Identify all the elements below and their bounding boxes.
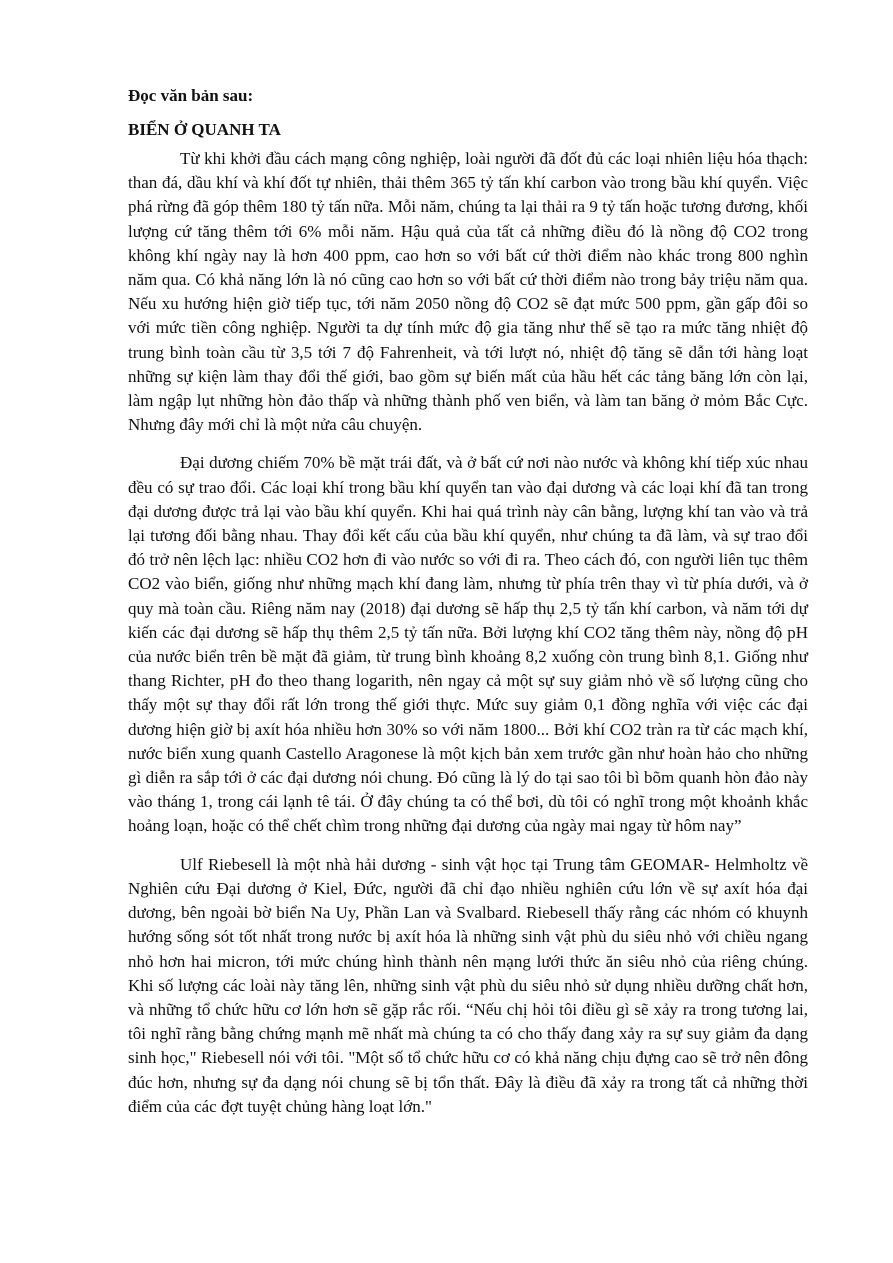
document-page: [128, 84, 808, 1133]
paragraph-3: Ulf Riebesell là một nhà hải dương - sinh vật học tại Trung tâm GEOMAR- Helmholtz về Nghiên cứu Đại dương ở Kiel, Đức, người đã chỉ đạo nhiều nghiên cứu lớn về sự axít hóa đại dương, bên ngoài bờ biển Na Uy, Phần Lan và Svalbard. Riebesell thấy rằng các nhóm có khuynh hướng sống sót tốt nhất trong nước bị axít hóa là những sinh vật phù du siêu nhỏ với chiều ngang nhỏ hơn hai micron, tới mức chúng hình thành nên mạng lưới thức ăn siêu nhỏ của riêng chúng. Khi số lượng các loài này tăng lên, những sinh vật phù du siêu nhỏ sử dụng nhiều dưỡng chất hơn, và những tổ chức hữu cơ lớn hơn sẽ gặp rắc rối. “Nếu chị hỏi tôi điều gì sẽ xảy ra trong tương lai, tôi nghĩ rằng bằng chứng mạnh mẽ nhất mà chúng ta có cho thấy đang xảy ra sự suy giảm đa dạng sinh học," Riebesell nói với tôi. "Một số tổ chức hữu cơ có khả năng chịu đựng cao sẽ trở nên đông đúc hơn, nhưng sự đa dạng nói chung sẽ bị tổn thất. Đây là điều đã xảy ra trong tất cả những thời điểm của các đợt tuyệt chủng hàng loạt lớn.": [128, 854, 808, 1116]
instruction-heading: Đọc văn bản sau:: [128, 86, 254, 105]
paragraph-2: Đại dương chiếm 70% bề mặt trái đất, và ở bất cứ nơi nào nước và không khí tiếp xúc nhau đều có sự trao đổi. Các loại khí trong bầu khí quyển tan vào đại dương và các loại khí đã tan trong đại dương được trả lại vào bầu khí quyển. Khi hai quá trình này cân bằng, lượng khí tan vào và trả lại tương đối bằng nhau. Thay đổi kết cấu của bầu khí quyển, như chúng ta đã làm, và sự trao đổi đó trở nên lệch lạc: nhiều CO2 hơn đi vào nước so với đi ra. Theo cách đó, con người liên tục thêm CO2 vào biển, giống như những mạch khí đang làm, nhưng từ phía trên thay vì từ phía dưới, và ở quy mà toàn cầu. Riêng năm nay (2018) đại dương sẽ hấp thụ 2,5 tỷ tấn khí carbon, và năm tới dự kiến các đại dương sẽ hấp thụ thêm 2,5 tỷ tấn nữa. Bởi lượng khí CO2 tăng thêm này, nồng độ pH của nước biển trên bề mặt đã giảm, từ trung bình khoảng 8,2 xuống còn trung bình 8,1. Giống như thang Richter, pH đo theo thang logarith, nên ngay cả một sự suy giảm nhỏ về số lượng cũng cho thấy một sự thay đổi rất lớn trong thế giới thực. Mức suy giảm 0,1 đồng nghĩa với việc các đại dương hiện giờ bị axít hóa nhiều hơn 30% so với năm 1800... Bởi khí CO2 tràn ra từ các mạch khí, nước biển xung quanh Castello Aragonese là một kịch bản xem trước gần như hoàn hảo cho những gì diễn ra sắp tới ở các đại dương nói chung. Đó cũng là lý do tại sao tôi bì bõm quanh hòn đảo này vào tháng 1, trong cái lạnh tê tái. Ở đây chúng ta có thể bơi, dù tôi có nghĩ trong một khoảnh khắc hoảng loạn, hoặc có thể chết chìm trong những đại dương của ngày mai ngay từ hôm nay”: [128, 453, 808, 836]
paragraph-1: Từ khi khởi đầu cách mạng công nghiệp, loài người đã đốt đủ các loại nhiên liệu hóa thạch: than đá, dầu khí và khí đốt tự nhiên, thải thêm 365 tỷ tấn khí carbon vào trong bầu khí quyển. Việc phá rừng đã góp thêm 180 tỷ tấn nữa. Mỗi năm, chúng ta lại thải ra 9 tỷ tấn hoặc tương đương, khối lượng cứ tăng thêm tới 6% mỗi năm. Hậu quả của tất cả những điều đó là nồng độ CO2 trong không khí ngày nay là hơn 400 ppm, cao hơn so với bất cứ thời điểm nào khác trong 800 nghìn năm qua. Có khả năng lớn là nó cũng cao hơn so với bất cứ thời điểm nào trong bảy triệu năm qua. Nếu xu hướng hiện giờ tiếp tục, tới năm 2050 nồng độ CO2 sẽ đạt mức 500 ppm, gần gấp đôi so với mức tiền công nghiệp. Người ta dự tính mức độ gia tăng như thế sẽ tạo ra mức tăng nhiệt độ trung bình toàn cầu từ 3,5 tới 7 độ Fahrenheit, và tới lượt nó, nhiệt độ tăng sẽ dẫn tới hàng loạt những sự kiện làm thay đổi thế giới, bao gồm sự biến mất của hầu hết các tảng băng lớn còn lại, làm ngập lụt những hòn đảo thấp và những thành phố ven biển, và làm tan băng ở mỏm Bắc Cực. Nhưng đây mới chỉ là một nửa câu chuyện.: [128, 149, 808, 435]
document-title: BIỂN Ở QUANH TA: [128, 120, 281, 139]
